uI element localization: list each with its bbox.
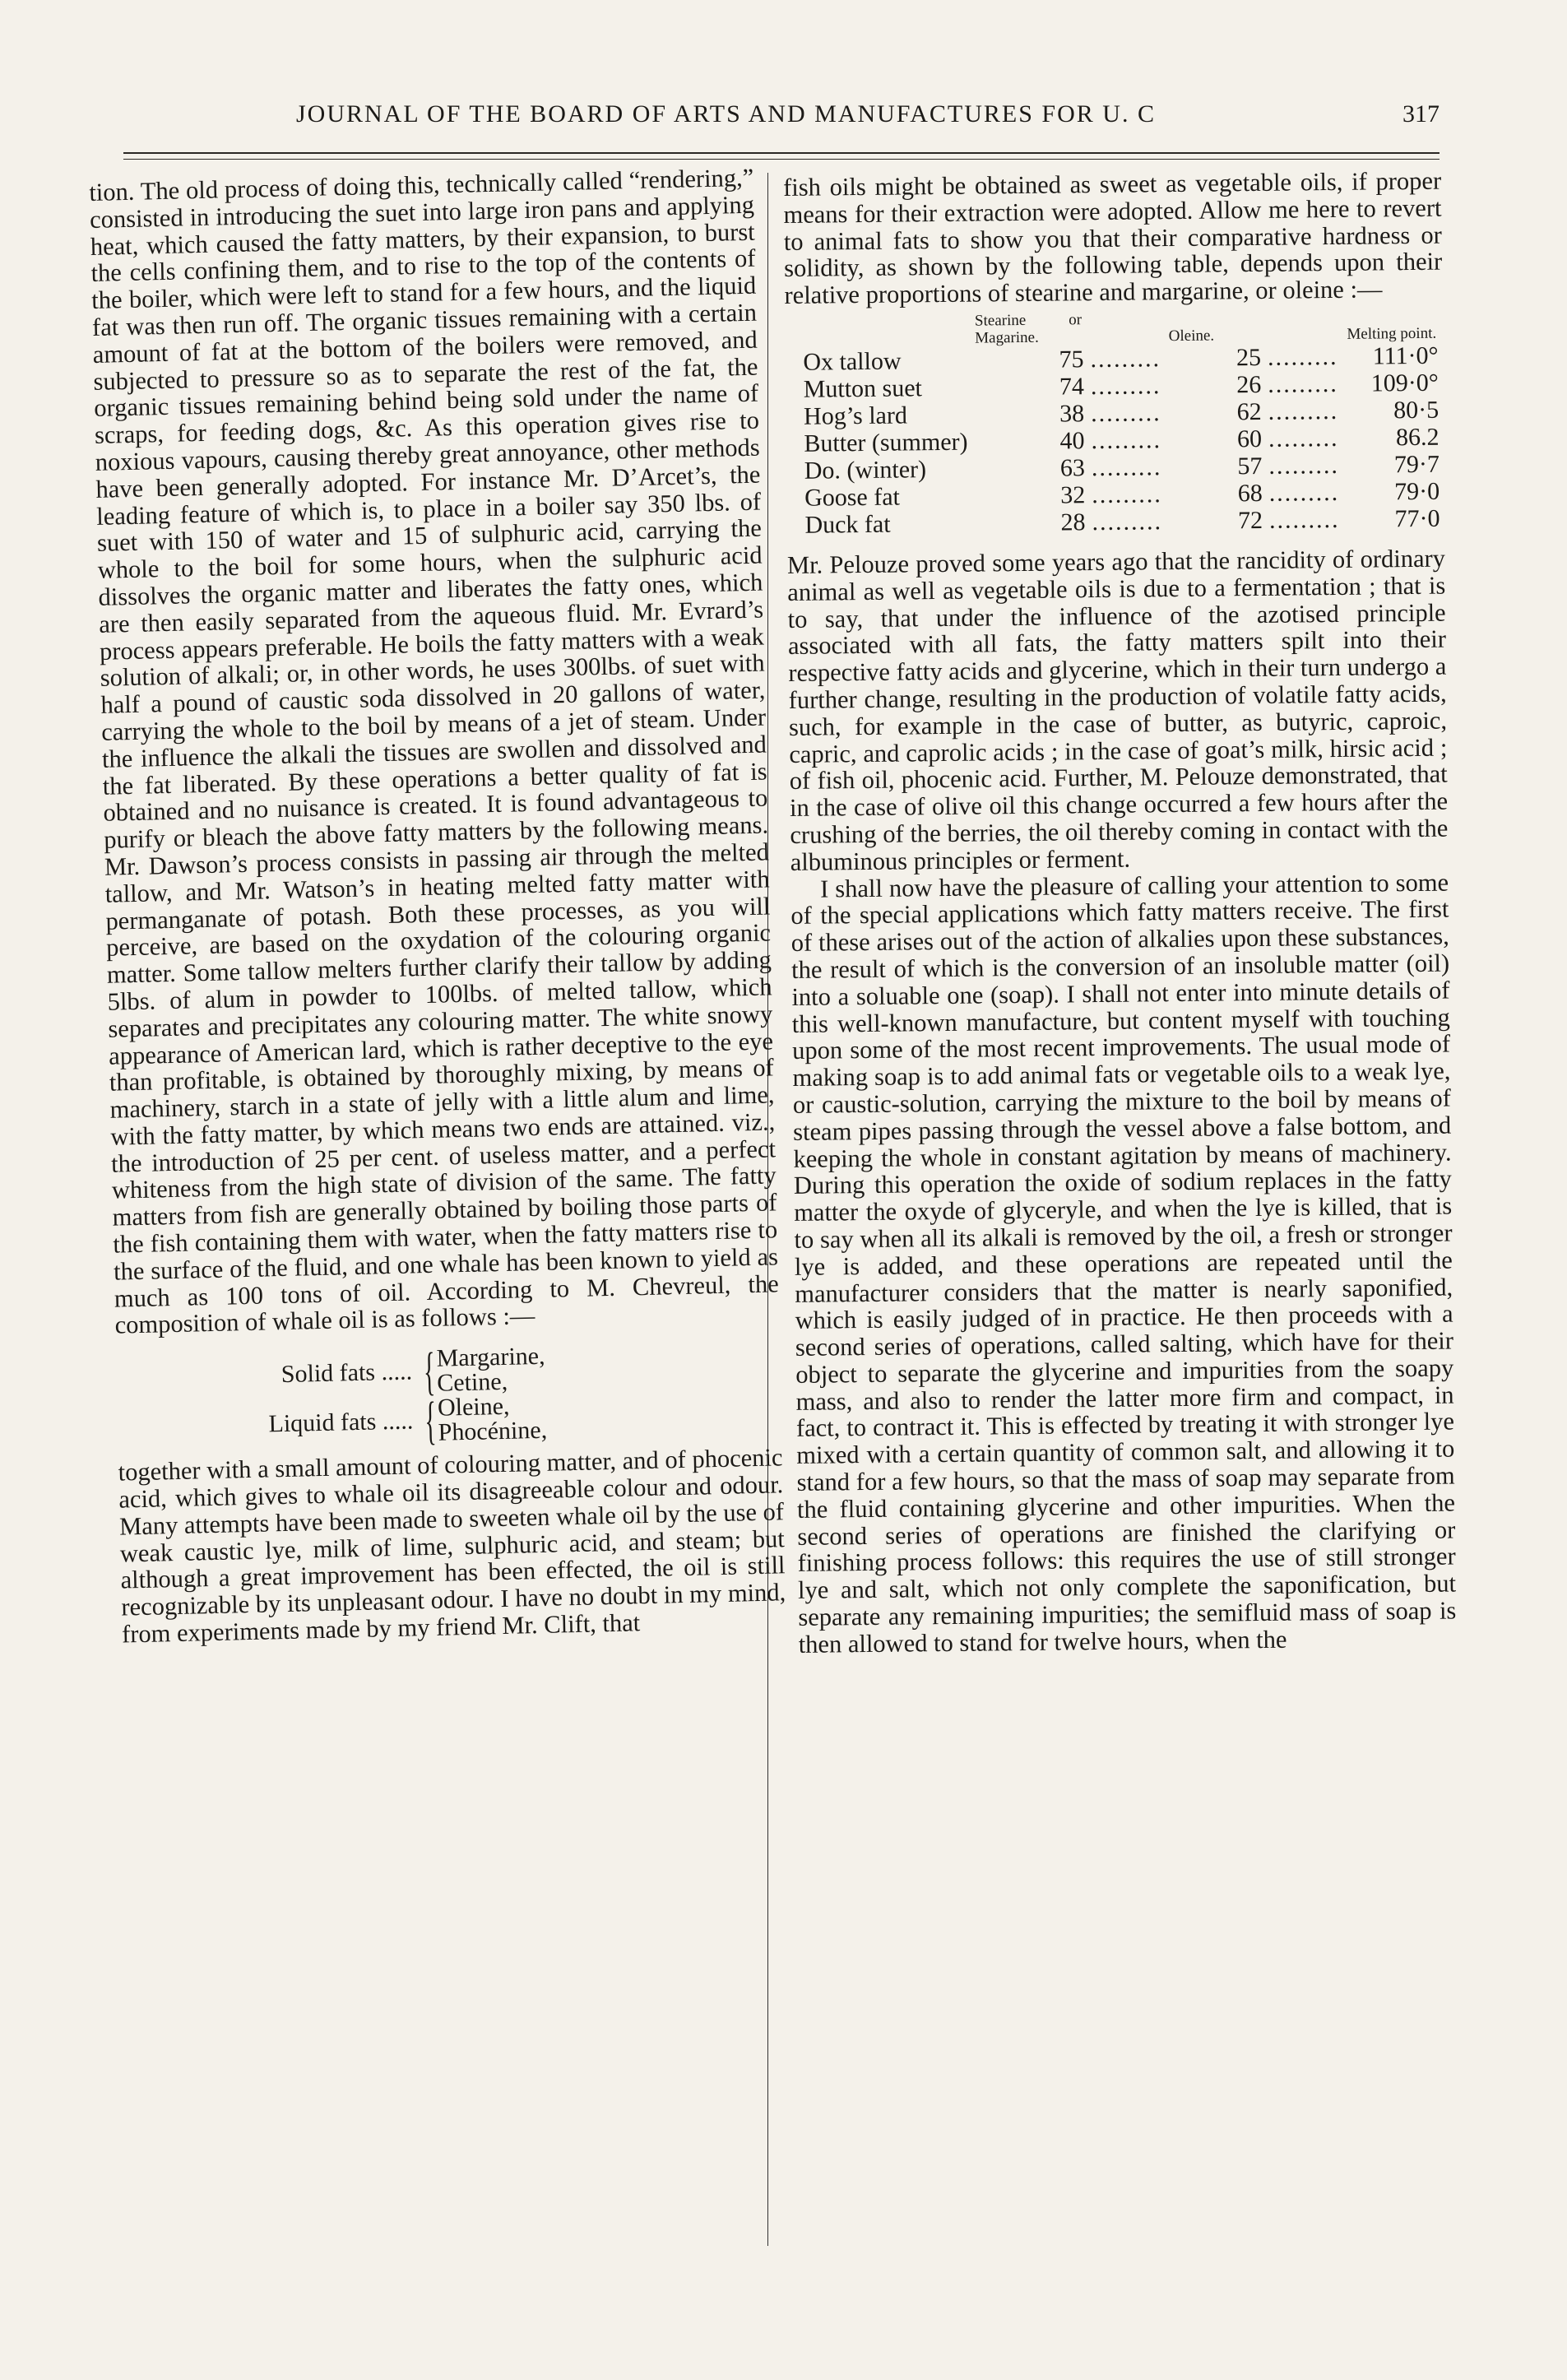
paragraph: tion. The old process of doing this, technically called “rendering,” consisted in introducing the suet into large iron pans and applying heat, which caused the fatty matters, by their expansion, to burst the cells confining them, and to rise to the top of the contents of the boiler, which were left to stand for a few hours, and the liquid fat was then run off. The organic tissues remaining with a certain amount of fat at the bottom of the boilers were removed, and subjected to pressure so as to separate the rest of the fat, the organic tissues remaining behind being sold under the name of scraps, for feeding dogs, &c. As this operation gives rise to noxious vapours, causing thereby great annoyance, other methods have been generally adopted. For instance Mr. D’Arcet’s, the leading feature of which is, to place in a boiler say 350 lbs. of suet with 150 of water and 15 of sulphuric acid, carrying the whole to the boil for some hours, when the sulphuric acid dissolves the organic matter and liberates the fatty ones, which are then easily separated from the aqueous fluid. Mr. Evrard’s process appears preferable. He boils the fatty matters with a weak solution of alkali; or, in other words, he uses 300lbs. of suet with half a pound of caustic soda dissolved in 20 gallons of water, carrying the whole to the boil by means of a jet of steam. Under the influence the alkali the tissues are swollen and dissolved and the fat liberated. By these operations a better quality of fat is obtained and no nuisance is created. It is found advantageous to purify or bleach the above fatty matters by the following means. Mr. Dawson’s process consists in passing air through the melted tallow, and Mr. Watson’s in heating melted fatty matter with permanganate of potash. Both these processes, as you will perceive, are based on the oxydation of the colouring organic matter. Some tallow melters further clarify their tallow by adding 5lbs. of alum in powder to 100lbs. of melted tallow, which separates and precipitates any colouring matter. The white snowy appearance of American lard, which is rather deceptive to the eye than profitable, is obtained by thoroughly mixing, by means of machinery, starch in a state of jelly with a little alum and lime, with the fatty matter, by which means two ends are attained. viz., the introduction of 25 per cent. of useless matter, and a perfect whiteness from the high state of division of the same. The fatty matters from fish are generally obtained by boiling those parts of the fish containing them with water, when the fatty matters rise to the surface of the fluid, and one whale has been known to yield as much as 100 tons of oil. According to M. Chevreul, the composition of whale oil is as follows :— <box>88 163 780 1340</box>
solid-fats-items <box>436 1344 545 1396</box>
leader-dots: ......... <box>1268 424 1339 452</box>
paragraph: together with a small amount of colouring matter, and of phocenic acid, which gives to whale oil its disagreeable colour and odour. Many attempts have been made to sweeten whale oil by the use of weak caustic lye, milk of lime, sulphuric acid, and steam; but although a great improvement has been effected, the oil is still recognizable by its unpleasant odour. I have no doubt in my mind, from experiments made by my friend Mr. Clift, that <box>118 1443 786 1649</box>
leader-dots: ......... <box>1091 399 1161 428</box>
melting-point-cell: 86.2 <box>1395 423 1440 452</box>
table-header: Oleine. <box>1168 327 1215 346</box>
oleine-cell: 57 <box>1237 452 1263 480</box>
oleine-cell: 26 <box>1236 370 1262 399</box>
fat-name-cell: Duck fat <box>804 510 891 539</box>
leader-dots: ......... <box>1091 426 1162 455</box>
fat-name-cell: Ox tallow <box>803 347 902 376</box>
header-rule-thin <box>123 159 1440 160</box>
fat-name-cell: Butter (summer) <box>804 428 968 457</box>
stearine-cell: 32 <box>1060 481 1086 509</box>
brace-icon: { <box>423 1342 436 1401</box>
stearine-cell: 40 <box>1059 427 1085 455</box>
solid-fat-item: Margarine, <box>436 1343 545 1373</box>
solid-fat-item: Cetine, <box>436 1368 508 1398</box>
liquid-fat-item: Phocénine, <box>438 1417 548 1447</box>
melting-point-cell: 79·7 <box>1393 450 1440 479</box>
page-header <box>123 100 1440 150</box>
melting-point-cell: 80·5 <box>1393 396 1440 425</box>
paragraph: Mr. Pelouze proved some years ago that the rancidity of ordinary animal as well as vegetable oils is due to a fermentation ; that is to say, that under the influence of the azotised principle associated with all fats, the fatty matters spilt into their respective fatty acids and glycerine, which in their turn undergo a further change, resulting in the production of volatile fatty acids, such, for example in the case of butter, as butyric, caproic, capric, and caprolic acids ; in the case of goat’s milk, hirsic acid ; of fish oil, phocenic acid. Further, M. Pelouze demonstrated, that in the case of olive oil this change occurred a few hours after the crushing of the berries, the oil thereby coming in contact with the albuminous principles or ferment. <box>786 544 1449 876</box>
stearine-cell: 75 <box>1059 346 1084 373</box>
left-column <box>89 165 786 1649</box>
table-header: Melting point. <box>1347 324 1437 343</box>
paragraph: I shall now have the pleasure of calling your attention to some of the special applications which fatty matters receive. The first of these arises out of the action of alkalies upon these substances, the result of which is the conversion of an insoluble matter (oil) into a soluable one (soap). I shall not enter into minute details of this well-known manufacture, but content myself with touching upon some of the most recent improvements. The usual mode of making soap is to add animal fats or vegetable oils to a weak lye, or caustic-solution, carrying the mixture to the boil by means of steam pipes passing through the vessel above a false bottom, and keeping the whole in constant agitation by means of machinery. During this operation the oxide of sodium replaces in the fatty matter the oxyde of glyceryle, and when the lye is killed, that is to say when all its alkali is removed by the oil, a fresh or stronger lye is added, and these operations are repeated until the manufacturer considers that the matter is nearly saponified, which is easily judged of in practice. He then proceeds with a second series of operations, called salting, which have for their object to separate the glycerine and impurities from the soapy mass, and also to render the latter more firm and compact, in fact, to contract it. This is effected by treating it with stronger lye mixed with a certain quantity of common salt, and allowing it to stand for a few hours, so that the mass of soap may separate from the fluid containing glycerine and other impurities. When the second series of operations are finished the clarifying or finishing process follows: this requires the use of still stronger lye and salt, which not only complete the saponification, but separate any remaining impurities; the semifluid mass of soap is then allowed to stand for twelve hours, when the <box>790 868 1457 1659</box>
melting-point-cell: 79·0 <box>1394 477 1440 506</box>
melting-point-cell: 111·0° <box>1372 341 1439 370</box>
leader-dots: ......... <box>1268 451 1340 480</box>
paragraph: fish oils might be obtained as sweet as vegetable oils, if proper means for their extraction were adopted. Allow me here to revert to animal fats to show you that their comparative hardness or solidity, as shown by the following table, depends upon their relative proportions of stearine and margarine, or oleine :— <box>782 166 1443 310</box>
oleine-cell: 72 <box>1237 506 1263 535</box>
page-number: 317 <box>1402 100 1440 128</box>
oleine-cell: 68 <box>1237 479 1263 508</box>
leader-dots: ......... <box>1092 480 1162 509</box>
oleine-cell: 62 <box>1236 397 1262 426</box>
fat-name-cell: Do. (winter) <box>804 456 927 485</box>
liquid-fats-items <box>438 1394 548 1445</box>
whale-oil-composition <box>115 1339 782 1453</box>
leader-dots: ......... <box>1268 505 1340 534</box>
brace-icon: { <box>424 1391 438 1450</box>
journal-title: JOURNAL OF THE BOARD OF ARTS AND MANUFACTURES FOR U. C <box>296 100 1156 128</box>
melting-point-cell: 109·0° <box>1370 369 1439 397</box>
fat-name-cell: Goose fat <box>804 483 901 512</box>
leader-dots: ......... <box>1090 345 1161 373</box>
stearine-cell: 63 <box>1059 454 1086 482</box>
table-header <box>800 313 971 349</box>
oleine-cell: 25 <box>1236 343 1262 372</box>
leader-dots: ......... <box>1091 453 1162 482</box>
fat-name-cell: Mutton suet <box>803 374 923 403</box>
table-header <box>1087 310 1164 346</box>
leader-dots: ......... <box>1090 372 1161 401</box>
melting-point-cell: 77·0 <box>1394 504 1440 533</box>
fat-composition-table <box>800 308 1444 539</box>
fat-name-cell: Hog’s lard <box>803 401 908 430</box>
leader-dots: ......... <box>1092 508 1163 536</box>
solid-fats-label: Solid fats ..... <box>280 1357 413 1388</box>
table-header <box>1263 309 1341 344</box>
liquid-fats-label: Liquid fats ..... <box>268 1407 414 1438</box>
leader-dots: ......... <box>1267 342 1338 371</box>
header-rule <box>123 152 1440 154</box>
stearine-cell: 38 <box>1059 400 1085 428</box>
stearine-cell: 74 <box>1059 373 1085 401</box>
right-column <box>783 168 1457 1659</box>
table-header: Stearine or Magarine. <box>974 311 1083 347</box>
leader-dots: ......... <box>1268 397 1339 425</box>
leader-dots: ......... <box>1268 478 1340 507</box>
stearine-cell: 28 <box>1060 508 1086 536</box>
leader-dots: ......... <box>1268 369 1338 398</box>
oleine-cell: 60 <box>1236 425 1263 453</box>
liquid-fat-item: Oleine, <box>437 1393 510 1422</box>
